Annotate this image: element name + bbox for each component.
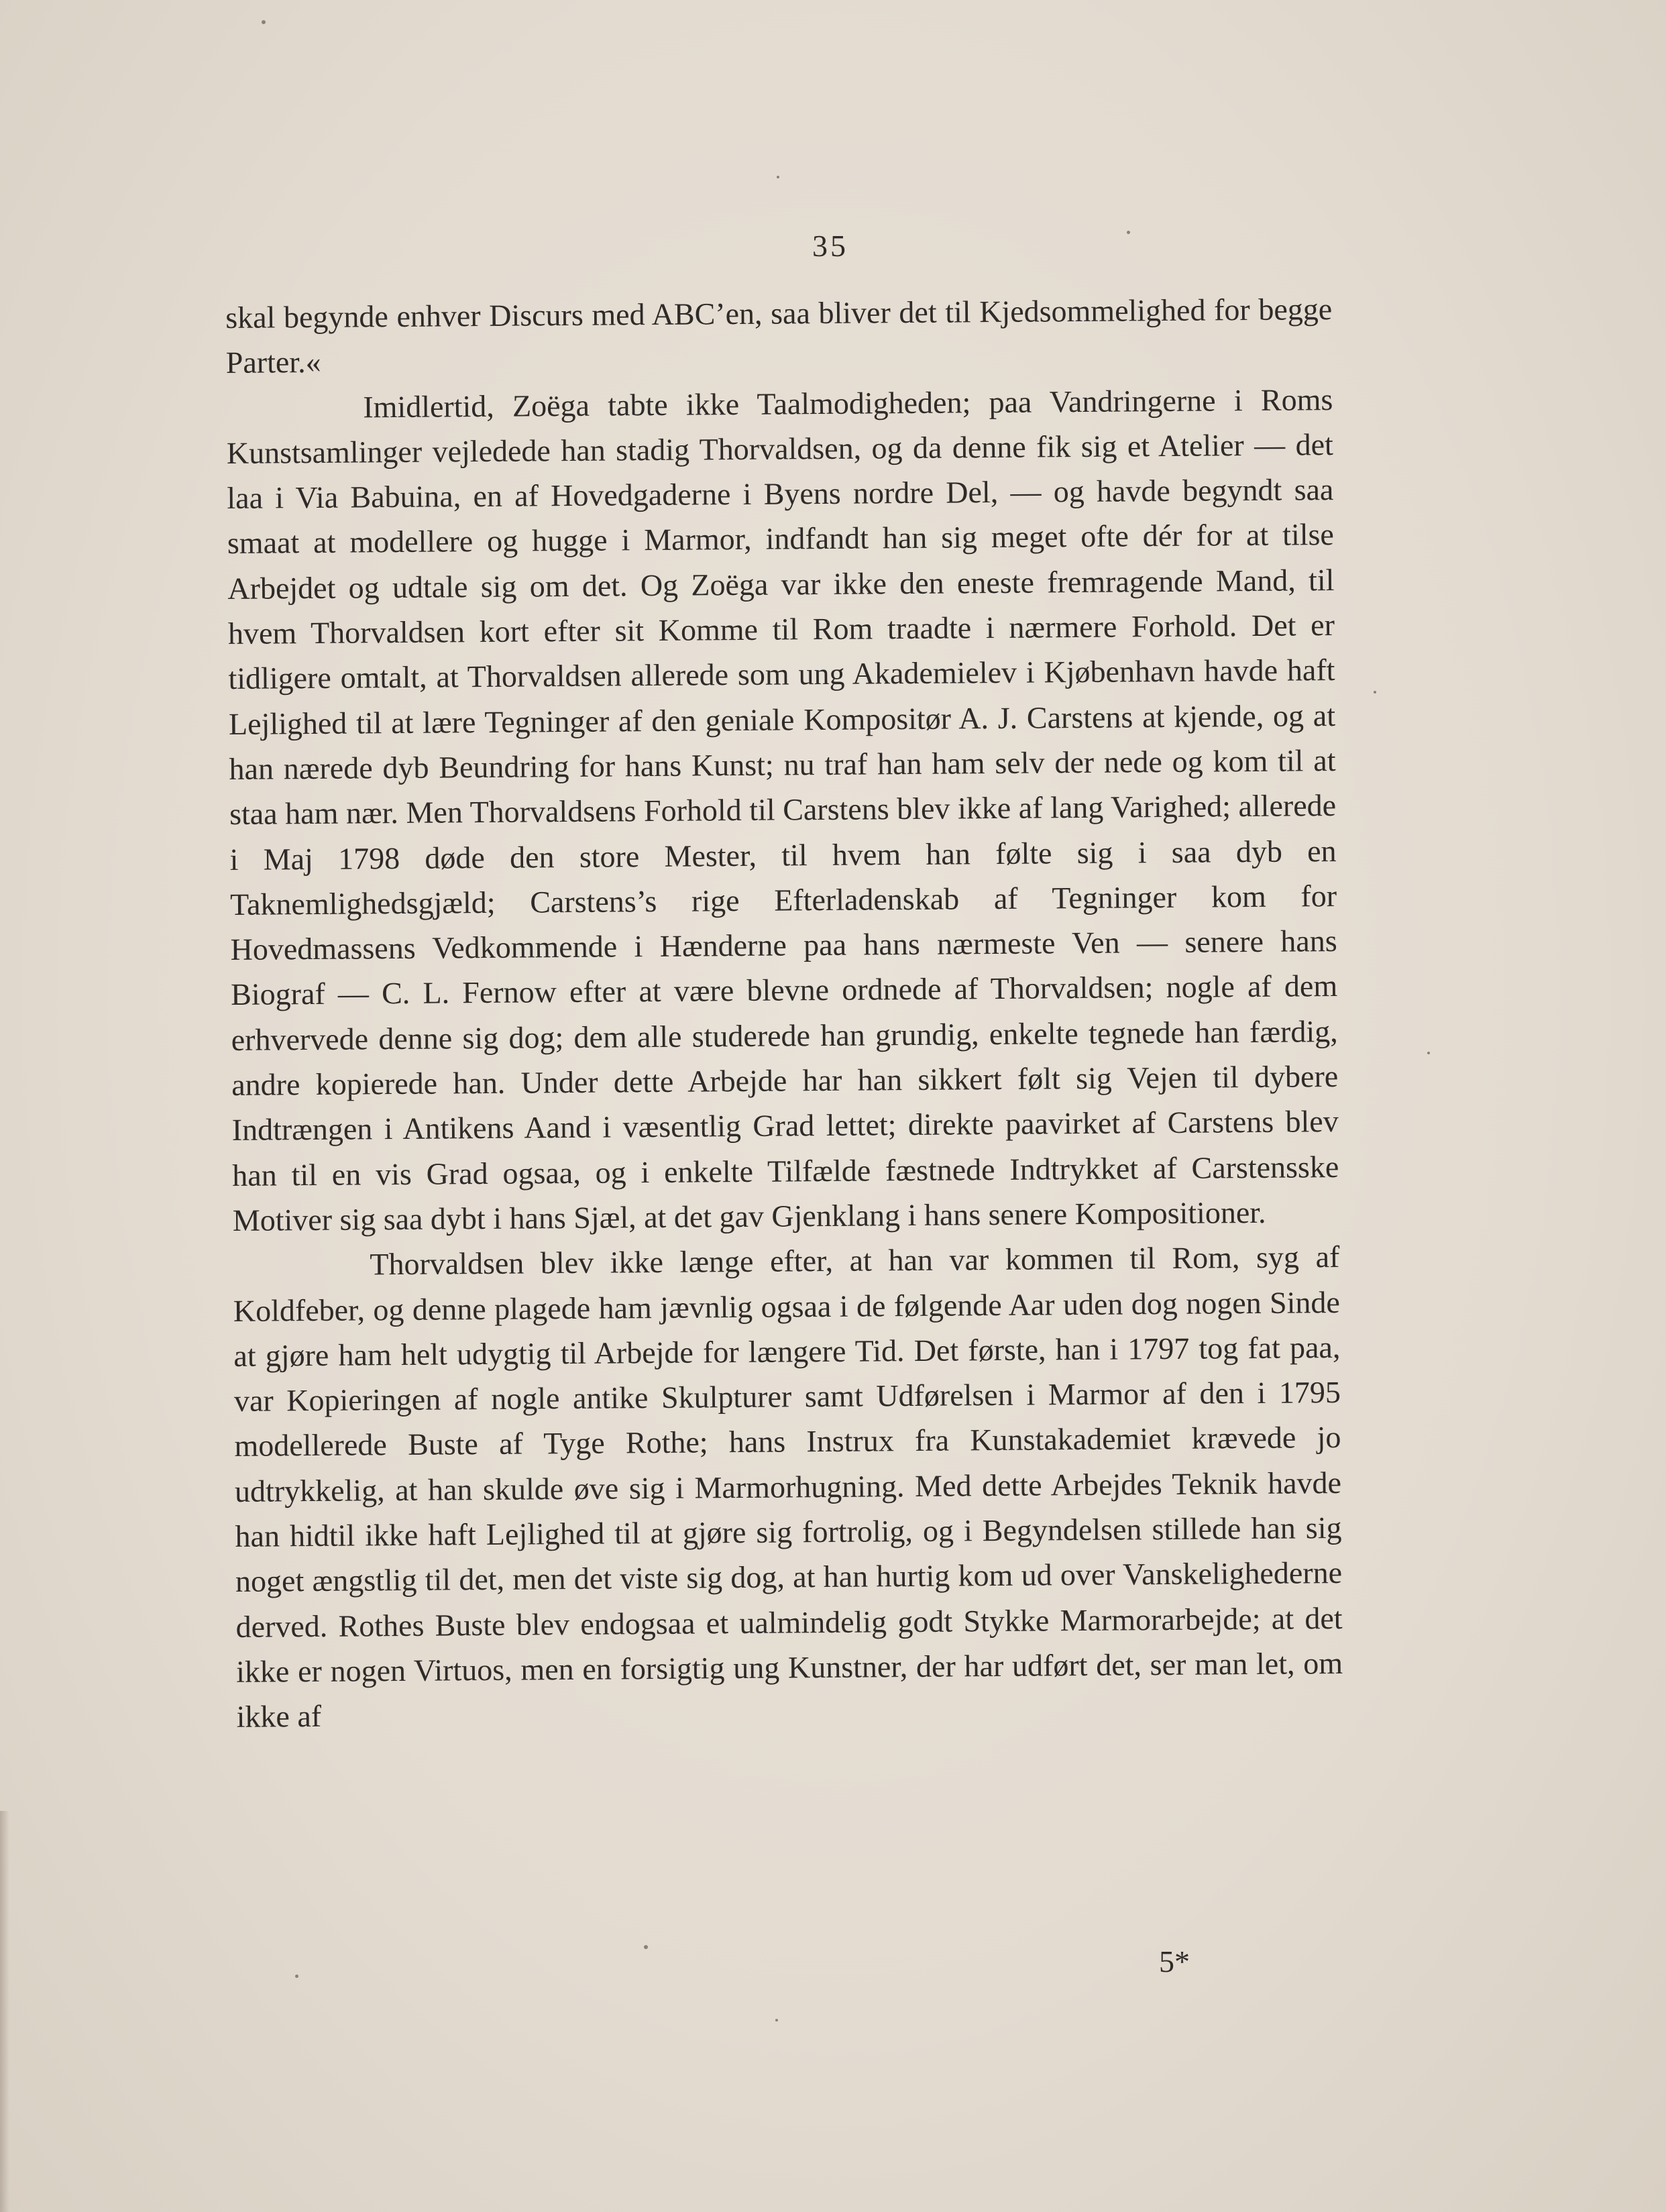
paper-speck	[1374, 691, 1376, 694]
page-edge-shadow	[0, 1811, 9, 2212]
page-number: 35	[812, 229, 848, 263]
paragraph: Imidlertid, Zoëga tabte ikke Taalmodigheden; paa Vandringerne i Roms Kunstsamlinger vejledede han stadig Thorvaldsen, og da denne fik sig et Atelier — det laa i Via Babuina, en af Hovedgaderne i Byens nordre Del, — og havde begyndt saa smaat at modellere og hugge i Marmor, indfandt han sig meget ofte dér for at tilse Arbejdet og udtale sig om det. Og Zoëga var ikke den eneste fremragende Mand, til hvem Thorvaldsen kort efter sit Komme til Rom traadte i nærmere Forhold. Det er tidligere omtalt, at Thorvaldsen allerede som ung Akademielev i Kjøbenhavn havde haft Lejlighed til at lære Tegninger af den geniale Kompositør A. J. Carstens at kjende, og at han nærede dyb Beundring for hans Kunst; nu traf han ham selv der nede og kom til at staa ham nær. Men Thorvaldsens Forhold til Carstens blev ikke af lang Varighed; allerede i Maj 1798 døde den store Mester, til hvem han følte sig i saa dyb en Taknemlighedsgjæld; Carstens’s rige Efterladenskab af Tegninger kom for Hovedmassens Vedkommende i Hænderne paa hans nærmeste Ven — senere hans Biograf — C. L. Fernow efter at være blevne ordnede af Thorvaldsen; nogle af dem erhvervede denne sig dog; dem alle studerede han grundig, enkelte tegnede han færdig, andre kopierede han. Under dette Arbejde har han sikkert følt sig Vejen til dybere Indtrængen i Antikens Aand i væsentlig Grad lettet; direkte paavirket af Carstens blev han til en vis Grad ogsaa, og i enkelte Tilfælde fæstnede Indtrykket af Carstensske Motiver sig saa dybt i hans Sjæl, at det gav Gjenklang i hans senere Kompositioner.	[226, 382, 1339, 1237]
paragraph: Thorvaldsen blev ikke længe efter, at han var kommen til Rom, syg af Koldfeber, og denne plagede ham jævnlig ogsaa i de følgende Aar uden dog nogen Sinde at gjøre ham helt udygtig til Arbejde for længere Tid. Det første, han i 1797 tog fat paa, var Kopieringen af nogle antike Skulpturer samt Udførelsen i Marmor af den i 1795 modellerede Buste af Tyge Rothe; hans Instrux fra Kunstakademiet krævede jo udtrykkelig, at han skulde øve sig i Marmorhugning. Med dette Arbejdes Teknik havde han hidtil ikke haft Lejlighed til at gjøre sig fortrolig, og i Begyndelsen stillede han sig noget ængstlig til det, men det viste sig dog, at han hurtig kom ud over Vanskelighederne derved. Rothes Buste blev endogsaa et ualmindelig godt Stykke Marmorarbejde; at det ikke er nogen Virtuos, men en forsigtig ung Kunstner, der har udført det, ser man let, om ikke af	[233, 1239, 1343, 1734]
signature-mark: 5*	[1159, 1944, 1190, 1979]
paper-speck	[1127, 231, 1130, 234]
paper-speck	[295, 1975, 298, 1978]
paper-speck	[262, 20, 266, 24]
paper-speck	[777, 176, 779, 178]
paper-speck	[1427, 1052, 1430, 1054]
paper-speck	[644, 1945, 648, 1949]
paragraph: skal begynde enhver Discurs med ABC’en, saa bliver det til Kjedsommelighed for begge Parter.«	[225, 292, 1333, 380]
body-text	[225, 286, 1343, 1739]
paper-speck	[775, 2019, 778, 2022]
